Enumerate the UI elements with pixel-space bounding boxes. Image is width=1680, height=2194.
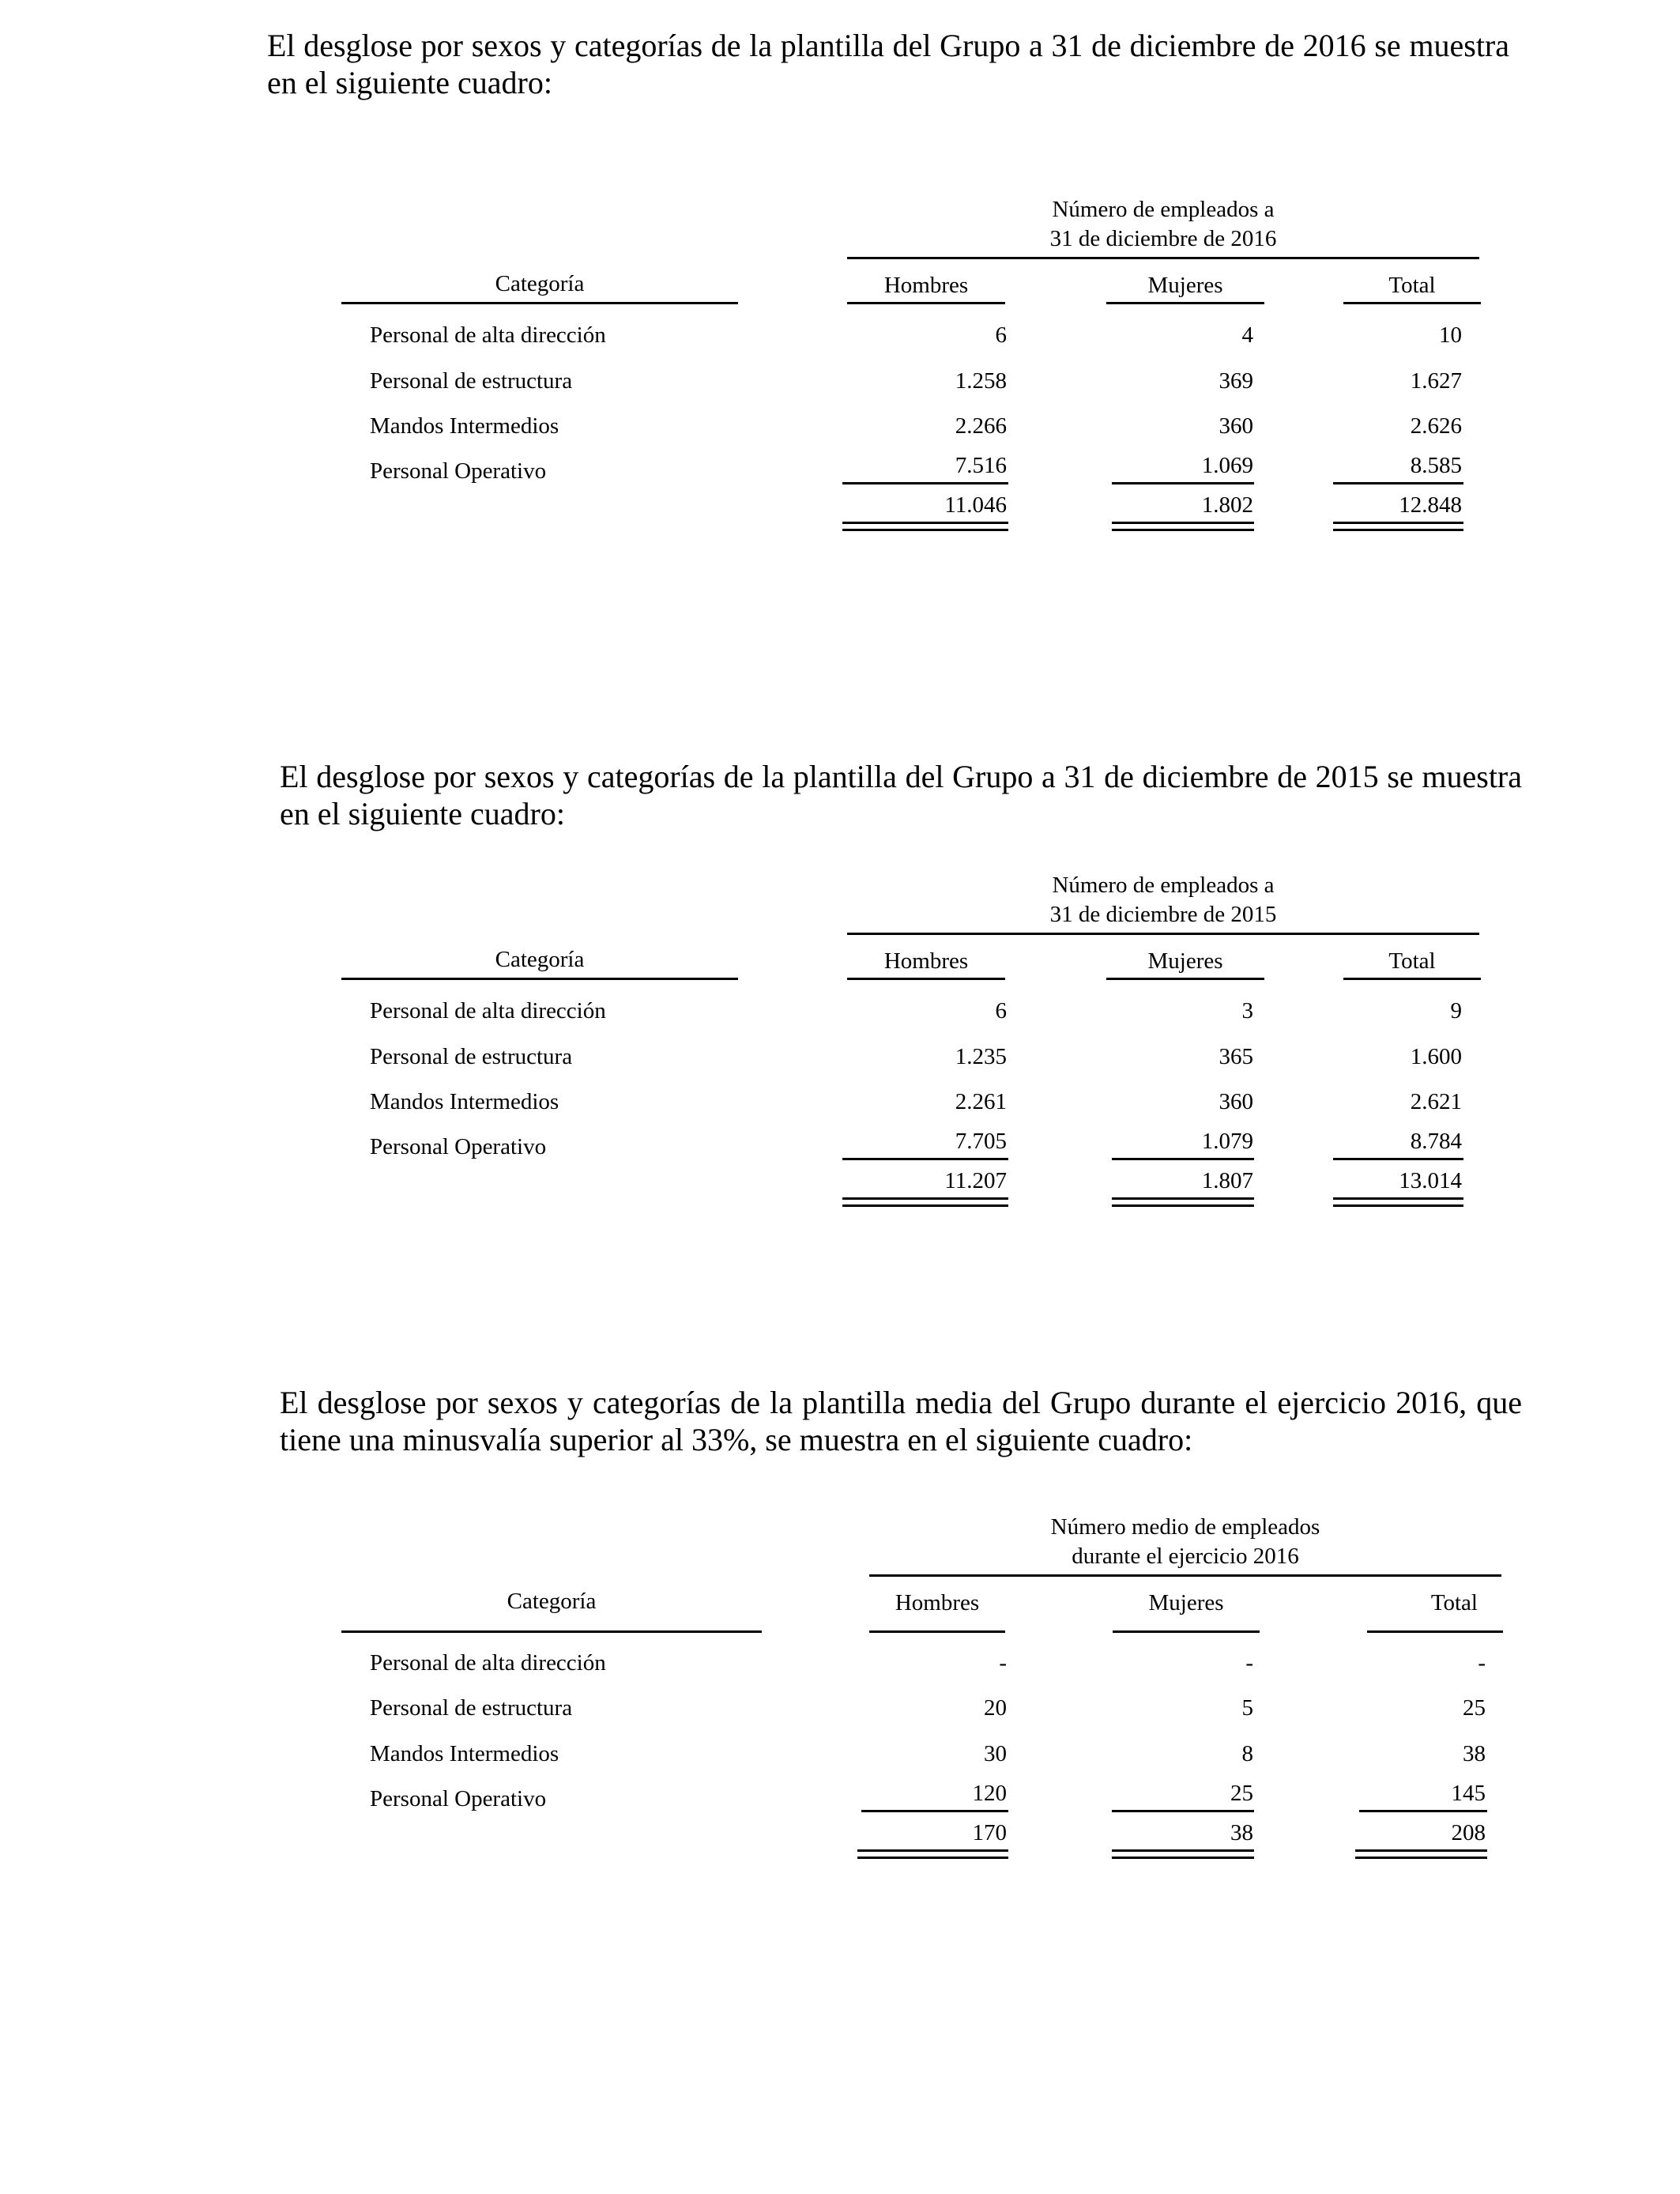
row-women: 365 (1219, 1044, 1253, 1069)
row-men: 6 (995, 998, 1007, 1023)
row-label: Mandos Intermedios (370, 1741, 559, 1766)
row-total: 1.600 (1410, 1044, 1462, 1069)
row-total: 25 (1463, 1695, 1486, 1721)
group-header-rule (847, 257, 1479, 259)
row-total: - (1478, 1650, 1486, 1676)
total-header-rule (1367, 1630, 1503, 1633)
grand-total-rule-total (1333, 1197, 1463, 1207)
row-label: Personal Operativo (370, 1134, 547, 1159)
col-header-total: Total (1430, 1590, 1478, 1615)
row-men: 6 (995, 322, 1007, 348)
row-women: 1.079 (1201, 1129, 1253, 1154)
total-women: 1.807 (1201, 1168, 1253, 1193)
grand-total-rule-women (1112, 1849, 1254, 1859)
col-header-total: Total (1388, 273, 1436, 298)
row-women: 4 (1241, 322, 1253, 348)
subtotal-rule-women (1112, 482, 1254, 484)
total-total: 208 (1451, 1820, 1486, 1845)
subtotal-rule-women (1112, 1158, 1254, 1160)
subtotal-rule-total (1333, 482, 1463, 484)
row-label: Personal de estructura (370, 1044, 573, 1069)
subtotal-rule-total (1333, 1158, 1463, 1160)
women-header-rule (1106, 302, 1264, 304)
grand-total-rule-men (842, 1197, 1008, 1207)
col-header-women: Mujeres (1147, 273, 1223, 298)
row-women: 8 (1241, 1741, 1253, 1766)
row-men: - (999, 1650, 1007, 1676)
row-women: - (1245, 1650, 1253, 1676)
group-header-rule (847, 933, 1479, 935)
group-header-line2: 31 de diciembre de 2016 (1049, 226, 1277, 251)
row-label: Personal Operativo (370, 1786, 547, 1811)
subtotal-rule-women (1112, 1810, 1254, 1812)
row-women: 1.069 (1201, 453, 1253, 478)
group-header-line2: durante el ejercicio 2016 (1072, 1544, 1299, 1569)
total-men: 11.207 (944, 1168, 1007, 1193)
row-men: 1.235 (955, 1044, 1007, 1069)
men-header-rule (847, 978, 1005, 980)
row-men: 7.516 (955, 453, 1007, 478)
row-men: 30 (984, 1741, 1007, 1766)
row-men: 120 (972, 1781, 1007, 1806)
col-header-men: Hombres (895, 1590, 980, 1615)
total-total: 12.848 (1399, 492, 1462, 518)
row-women: 360 (1219, 413, 1253, 439)
col-header-category: Categoría (495, 947, 585, 972)
row-men: 1.258 (955, 368, 1007, 394)
col-header-total: Total (1388, 948, 1436, 974)
grand-total-rule-total (1355, 1849, 1487, 1859)
grand-total-rule-men (842, 522, 1008, 531)
row-women: 5 (1241, 1695, 1253, 1721)
row-label: Mandos Intermedios (370, 413, 559, 439)
total-total: 13.014 (1399, 1168, 1462, 1193)
subtotal-rule-total (1359, 1810, 1487, 1812)
row-men: 20 (984, 1695, 1007, 1721)
group-header-rule (869, 1574, 1501, 1577)
category-header-rule (341, 302, 738, 304)
row-men: 2.266 (955, 413, 1007, 439)
category-header-rule (341, 978, 738, 980)
row-label: Personal de estructura (370, 1695, 573, 1721)
row-label: Personal Operativo (370, 458, 547, 484)
col-header-men: Hombres (883, 948, 969, 974)
row-women: 3 (1241, 998, 1253, 1023)
grand-total-rule-men (857, 1849, 1008, 1859)
total-men: 11.046 (944, 492, 1007, 518)
col-header-category: Categoría (507, 1589, 597, 1614)
col-header-men: Hombres (883, 273, 969, 298)
grand-total-rule-women (1112, 522, 1254, 531)
subtotal-rule-men (842, 482, 1008, 484)
col-header-women: Mujeres (1147, 948, 1223, 974)
men-header-rule (847, 302, 1005, 304)
intro-paragraph-2016: El desglose por sexos y categorías de la plantilla del Grupo a 31 de diciembre de 2016 se muestra en el siguiente cuadro: (267, 28, 1509, 100)
row-label: Personal de estructura (370, 368, 573, 394)
total-header-rule (1343, 978, 1481, 980)
group-header-line1: Número de empleados a (1052, 197, 1275, 222)
row-total: 38 (1463, 1741, 1486, 1766)
row-men: 2.261 (955, 1089, 1007, 1114)
subtotal-rule-men (861, 1810, 1008, 1812)
row-total: 2.626 (1410, 413, 1462, 439)
row-total: 2.621 (1410, 1089, 1462, 1114)
row-total: 8.784 (1410, 1129, 1462, 1154)
row-total: 9 (1450, 998, 1462, 1023)
row-men: 7.705 (955, 1129, 1007, 1154)
row-label: Mandos Intermedios (370, 1089, 559, 1114)
row-label: Personal de alta dirección (370, 998, 606, 1023)
total-men: 170 (972, 1820, 1007, 1845)
row-women: 369 (1219, 368, 1253, 394)
grand-total-rule-women (1112, 1197, 1254, 1207)
row-label: Personal de alta dirección (370, 322, 606, 348)
total-women: 1.802 (1201, 492, 1253, 518)
grand-total-rule-total (1333, 522, 1463, 531)
group-header-line2: 31 de diciembre de 2015 (1049, 902, 1277, 927)
intro-paragraph-2015: El desglose por sexos y categorías de la plantilla del Grupo a 31 de diciembre de 2015 se muestra en el siguiente cuadro: (280, 759, 1522, 831)
row-total: 8.585 (1410, 453, 1462, 478)
row-total: 10 (1439, 322, 1462, 348)
women-header-rule (1106, 978, 1264, 980)
total-women: 38 (1230, 1820, 1253, 1845)
group-header-line1: Número medio de empleados (1050, 1514, 1320, 1540)
men-header-rule (869, 1630, 1005, 1633)
row-women: 360 (1219, 1089, 1253, 1114)
category-header-rule (341, 1630, 762, 1633)
row-total: 1.627 (1410, 368, 1462, 394)
total-header-rule (1343, 302, 1481, 304)
intro-paragraph-average-2016: El desglose por sexos y categorías de la plantilla media del Grupo durante el ejercicio 2016, que tiene una minusvalía superior al 33%, se muestra en el siguiente cuadro: (280, 1385, 1522, 1457)
group-header-line1: Número de empleados a (1052, 873, 1275, 898)
col-header-women: Mujeres (1148, 1590, 1224, 1615)
row-label: Personal de alta dirección (370, 1650, 606, 1676)
col-header-category: Categoría (495, 271, 585, 296)
subtotal-rule-men (842, 1158, 1008, 1160)
women-header-rule (1113, 1630, 1260, 1633)
row-total: 145 (1451, 1781, 1486, 1806)
row-women: 25 (1230, 1781, 1253, 1806)
